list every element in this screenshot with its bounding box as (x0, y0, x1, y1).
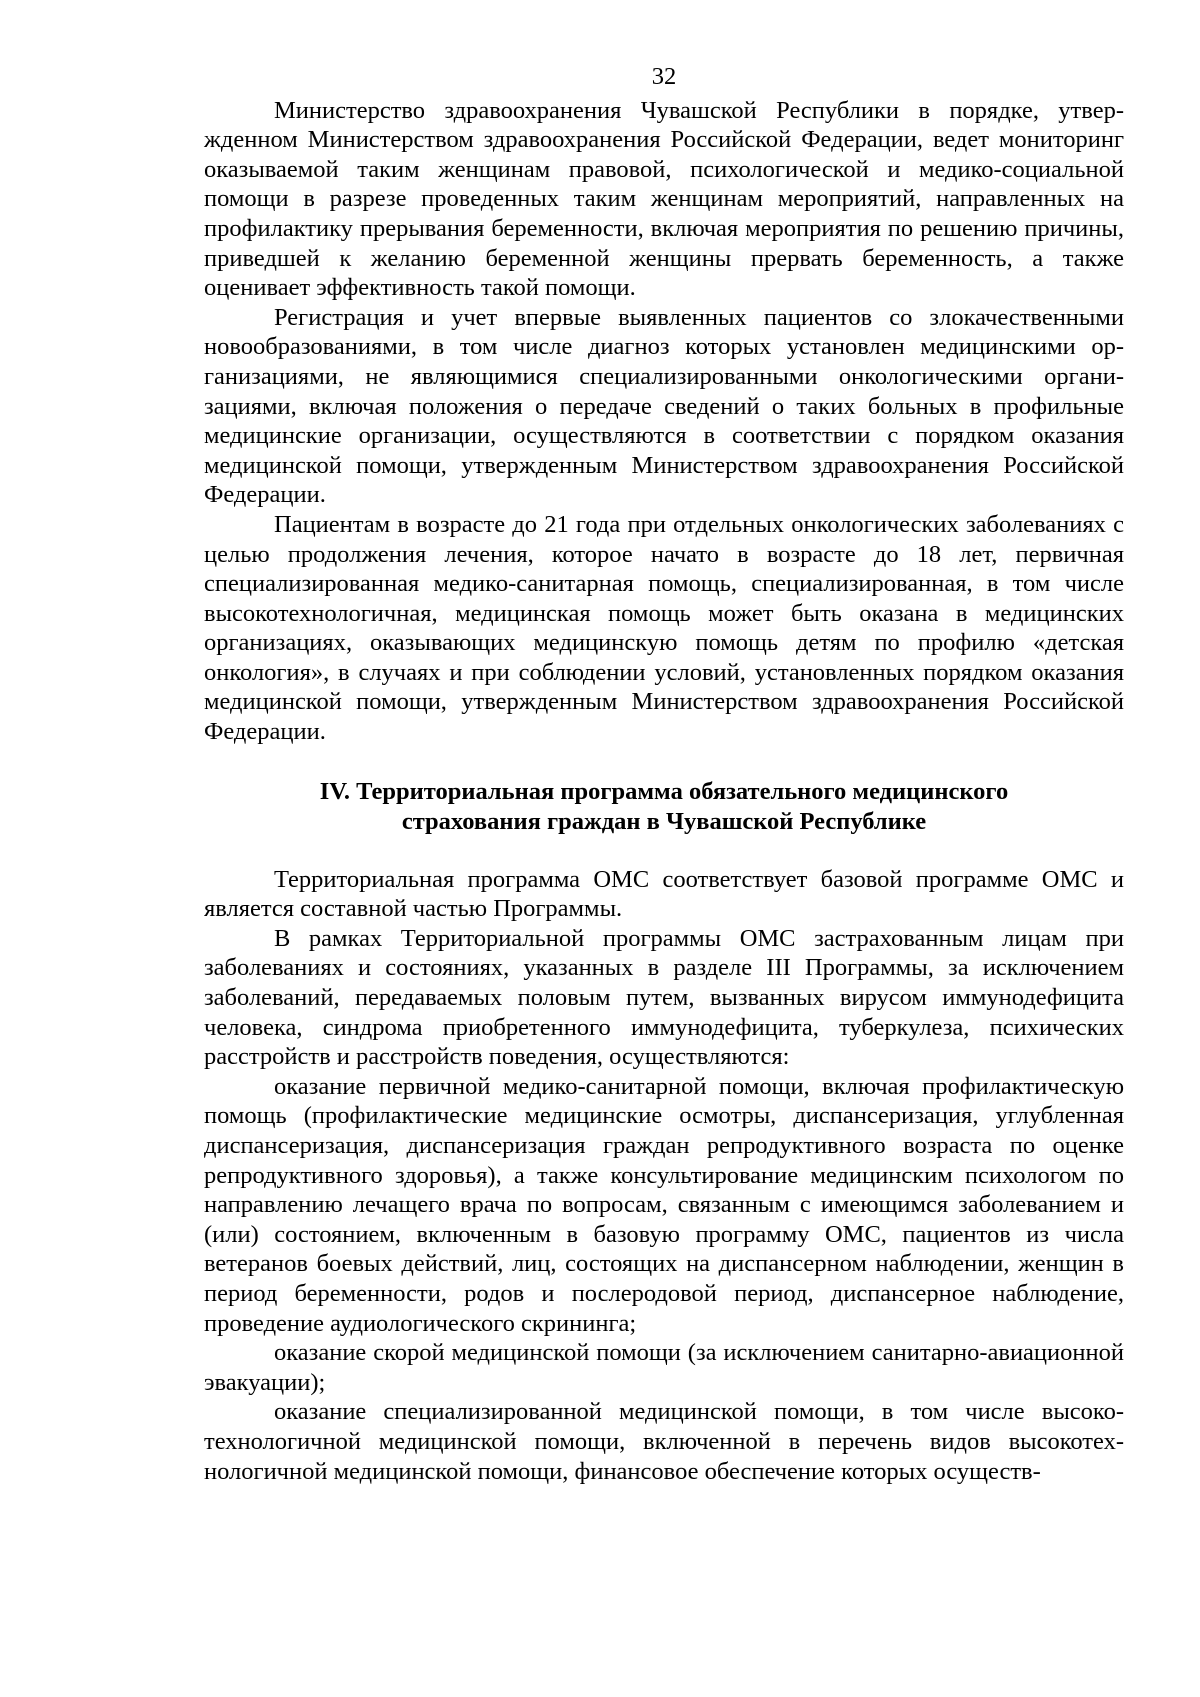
document-page (204, 62, 1124, 1486)
paragraph-registration: Регистрация и учет впервые выявленных пациентов со злокачественными новообразованиями, в том числе диагноз которых установлен медицинскими организациями, не являющимися специализированными онкологическими организациями, включая положения о передаче сведений о таких больных в профильные медицинские организации, осуществляются в соответствии с порядком оказания медицинской помощи, утвержденным Министерством здравоохранения Российской Федерации. (204, 303, 1124, 509)
paragraph-emergency-care: оказание скорой медицинской помощи (за исключением санитарно-авиационной эвакуации); (204, 1339, 1124, 1396)
section-heading (204, 777, 1124, 837)
paragraph-specialized-care: оказание специализированной медицинской помощи, в том числе высокотехнологичной медицинской помощи, включенной в перечень видов высокотехнологичной медицинской помощи, финансовое обеспечение которых осуществ- (204, 1398, 1124, 1485)
paragraph-oncology-patients: Пациентам в возрасте до 21 года при отдельных онкологических заболеваниях с целью продолжения лечения, которое начато в возрасте до 18 лет, первичная специализированная медико-санитарная помощь, специализированная, в том числе высокотехнологичная, медицинская помощь может быть оказана в медицинских организациях, оказывающих медицинскую помощь детям по профилю «детская онкология», в случаях и при соблюдении условий, установленных порядком оказания медицинской помощи, утвержденным Министерством здравоохранения Российской Федерации. (204, 510, 1124, 746)
paragraph-primary-care: оказание первичной медико-санитарной помощи, включая профилактическую помощь (профилактические медицинские осмотры, диспансеризация, углубленная диспансеризация, диспансеризация граждан репродуктивного возраста по оценке репродуктивного здоровья), а также консультирование медицинским психологом по направлению лечащего врача по вопросам, связанным с имеющимся заболеванием и (или) состоянием, включенным в базовую программу ОМС, пациентов из числа ветеранов боевых действий, лиц, состоящих на диспансерном наблюдении, женщин в период беременности, родов и послеродовой период, диспансерное наблюдение, проведение аудиологического скрининга; (204, 1072, 1124, 1337)
paragraph-program-compliance: Территориальная программа ОМС соответствует базовой программе ОМС и является составной частью Программы. (204, 865, 1124, 923)
paragraph-monitoring: Министерство здравоохранения Чувашской Республики в порядке, утвержденном Министерством здравоохранения Российской Федерации, ведет мониторинг оказываемой таким женщинам правовой, психологической и медико-социальной помощи в разрезе проведенных таким женщинам мероприятий, направленных на профилактику прерывания беременности, включая мероприятия по решению причины, приведшей к желанию беременной женщины прервать беременность, а также оценивает эффективность такой помощи. (204, 96, 1124, 302)
section-heading-line-2: страхования граждан в Чувашской Республике (401, 807, 927, 835)
page-number: 32 (651, 63, 677, 90)
paragraph-program-scope: В рамках Территориальной программы ОМС застрахованным лицам при заболеваниях и состояниях, указанных в разделе III Программы, за исключением заболеваний, передаваемых половым путем, вызванных вирусом иммунодефицита человека, синдрома приобретенного иммунодефицита, туберкулеза, психических расстройств и расстройств поведения, осуществляются: (204, 924, 1124, 1071)
section-heading-line-1: IV. Территориальная программа обязательного медицинского (319, 777, 1009, 805)
